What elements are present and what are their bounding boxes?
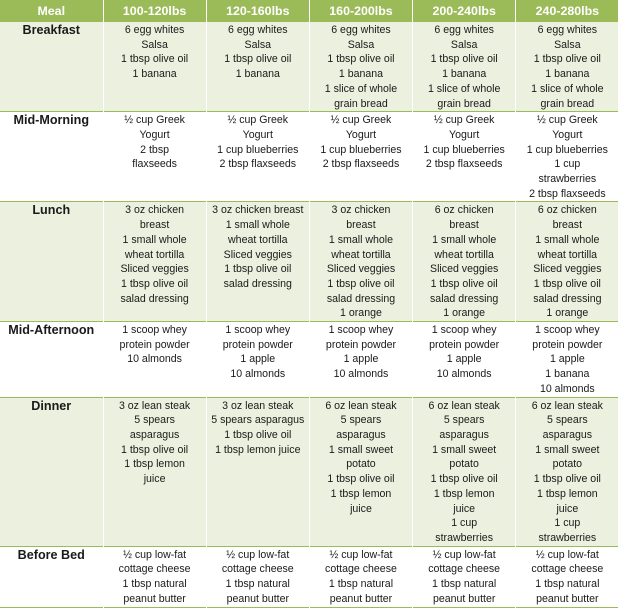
food-item-line: Salsa	[450, 38, 478, 51]
food-item-line: 1 cup blueberries	[526, 143, 608, 156]
food-item-line: Yogurt	[552, 128, 583, 141]
food-item-line: cottage cheese	[531, 563, 604, 576]
meal-item-cell	[516, 112, 619, 202]
food-item-line: 10 almonds	[127, 353, 182, 366]
food-item-line: 3 oz chicken	[331, 204, 391, 217]
meal-item-cell	[309, 112, 412, 202]
food-item-line: breast	[552, 219, 583, 232]
food-item-line: Yogurt	[242, 128, 273, 141]
food-item-line: strawberries	[538, 173, 597, 186]
meal-item-cell	[103, 322, 206, 398]
food-item-line: 1 cup blueberries	[320, 143, 402, 156]
food-item-line: Salsa	[141, 38, 168, 51]
food-item-line: wheat tortilla	[331, 248, 391, 261]
food-item-line: peanut butter	[329, 592, 393, 605]
food-item-line: 1 cup blueberries	[423, 143, 505, 156]
meal-item-cell	[413, 397, 516, 546]
food-item-line: grain bread	[437, 97, 491, 110]
food-item-line: strawberries	[538, 531, 597, 544]
food-item-line: 5 spears	[340, 414, 382, 427]
food-item-line: 10 almonds	[230, 368, 286, 381]
meal-item-cell	[516, 322, 619, 398]
food-item-line: 1 scoop whey	[328, 324, 394, 337]
food-item-line: breast	[346, 219, 376, 232]
food-item-line: juice	[556, 502, 579, 515]
meal-item-cell	[206, 397, 309, 546]
food-item-line: 5 spears asparagus	[211, 414, 305, 427]
header-200-240lbs: 200-240lbs	[413, 0, 516, 22]
food-item-line: ½ cup low-fat	[535, 548, 599, 561]
food-item-line: 1 orange	[546, 307, 589, 320]
food-item-line: ½ cup low-fat	[329, 548, 393, 561]
meal-item-cell	[309, 397, 412, 546]
food-item-line: 1 tbsp olive oil	[533, 277, 601, 290]
meal-item-cell	[206, 546, 309, 607]
food-item-line: 1 tbsp natural	[225, 578, 290, 591]
food-item-line: 10 almonds	[333, 368, 389, 381]
food-item-line: 1 apple	[343, 353, 379, 366]
food-item-line: 1 tbsp olive oil	[121, 53, 189, 66]
food-item-line: protein powder	[532, 338, 603, 351]
table-body	[0, 22, 619, 607]
meal-item-cell	[516, 22, 619, 112]
food-item-line: 6 oz chicken	[537, 204, 597, 217]
meal-item-cell	[516, 202, 619, 322]
food-item-line: 1 cup blueberries	[217, 143, 299, 156]
food-item-line: salad dressing	[533, 292, 602, 305]
food-item-line: ½ cup low-fat	[432, 548, 496, 561]
food-item-line: 1 cup	[554, 517, 581, 530]
meal-item-cell	[516, 546, 619, 607]
food-item-line: 1 banana	[545, 368, 590, 381]
food-item-line: Sliced veggies	[326, 263, 396, 276]
food-item-line: 1 cup	[451, 517, 478, 530]
food-item-line: 3 oz lean steak	[118, 399, 191, 412]
food-item-line: breast	[449, 219, 479, 232]
food-item-line: 1 tbsp natural	[535, 578, 600, 591]
food-item-line: Salsa	[554, 38, 581, 51]
food-item-line: 5 spears	[134, 414, 175, 427]
food-item-line: protein powder	[222, 338, 293, 351]
food-item-line: peanut butter	[123, 592, 186, 605]
food-item-line: 1 tbsp olive oil	[430, 277, 498, 290]
food-item-line: 6 egg whites	[434, 24, 494, 36]
food-item-line: potato	[552, 458, 583, 471]
food-item-line: 1 small whole	[328, 233, 394, 246]
food-item-line: wheat tortilla	[228, 233, 288, 246]
table-row	[0, 397, 619, 546]
food-item-line: 1 scoop whey	[122, 324, 187, 337]
food-item-line: salad dressing	[120, 292, 189, 305]
food-item-line: 6 egg whites	[228, 24, 288, 36]
food-item-line: juice	[453, 502, 476, 515]
food-item-line: Sliced veggies	[120, 263, 189, 276]
meal-item-cell	[309, 546, 412, 607]
food-item-line: grain bread	[540, 97, 595, 110]
food-item-line: juice	[350, 502, 372, 515]
food-item-line: 1 banana	[132, 68, 177, 81]
meal-item-cell	[206, 322, 309, 398]
meal-name-cell: Breakfast	[0, 22, 103, 112]
header-240-280lbs: 240-280lbs	[516, 0, 619, 22]
table-row	[0, 322, 619, 398]
food-item-line: ½ cup low-fat	[226, 548, 290, 561]
food-item-line: 1 small whole	[225, 219, 290, 232]
food-item-line: 1 tbsp natural	[122, 578, 187, 591]
food-item-line: ½ cup Greek	[124, 114, 185, 127]
table-row	[0, 22, 619, 112]
food-item-line: 2 tbsp flaxseeds	[425, 158, 503, 171]
food-item-line: 1 tbsp olive oil	[224, 428, 292, 441]
meal-name-cell: Mid-Morning	[0, 112, 103, 202]
food-item-line: cottage cheese	[428, 563, 501, 576]
meal-item-cell	[206, 112, 309, 202]
food-item-line: breast	[139, 219, 170, 232]
food-item-line: protein powder	[119, 338, 190, 351]
food-item-line: 1 tbsp lemon	[124, 458, 185, 471]
food-item-line: 1 tbsp olive oil	[224, 53, 292, 66]
food-item-line: ½ cup Greek	[433, 114, 495, 127]
food-item-line: 1 tbsp lemon	[433, 487, 495, 500]
food-item-line: cottage cheese	[118, 563, 191, 576]
food-item-line: 1 tbsp lemon	[537, 487, 598, 500]
food-item-line: Salsa	[244, 38, 272, 51]
food-item-line: 1 banana	[338, 68, 384, 81]
food-item-line: 6 egg whites	[331, 24, 391, 36]
header-160-200lbs: 160-200lbs	[309, 0, 412, 22]
food-item-line: 1 tbsp olive oil	[121, 443, 189, 456]
meal-item-cell	[309, 202, 412, 322]
food-item-line: cottage cheese	[221, 563, 294, 576]
food-item-line: peanut butter	[226, 592, 289, 605]
food-item-line: 2 tbsp	[140, 143, 170, 156]
food-item-line: 1 small whole	[535, 233, 600, 246]
meal-name-cell: Before Bed	[0, 546, 103, 607]
food-item-line: Yogurt	[345, 128, 377, 141]
food-item-line: cottage cheese	[325, 563, 397, 576]
food-item-line: 1 scoop whey	[225, 324, 291, 337]
food-item-line: ½ cup Greek	[227, 114, 289, 127]
food-item-line: asparagus	[336, 428, 386, 441]
food-item-line: 2 tbsp flaxseeds	[322, 158, 400, 171]
food-item-line: 1 tbsp olive oil	[121, 277, 189, 290]
meal-item-cell	[413, 202, 516, 322]
meal-item-cell	[516, 397, 619, 546]
food-item-line: 1 tbsp olive oil	[327, 53, 395, 66]
food-item-line: asparagus	[129, 428, 180, 441]
meal-item-cell	[103, 112, 206, 202]
meal-name-cell: Lunch	[0, 202, 103, 322]
meal-item-cell	[309, 22, 412, 112]
food-item-line: 1 tbsp lemon juice	[215, 443, 301, 456]
food-item-line: Yogurt	[449, 128, 480, 141]
food-item-line: protein powder	[429, 338, 500, 351]
food-item-line: ½ cup Greek	[330, 114, 392, 127]
food-item-line: 1 small sweet	[328, 443, 394, 456]
food-item-line: ½ cup low-fat	[123, 548, 187, 561]
header-100-120lbs: 100-120lbs	[103, 0, 206, 22]
food-item-line: 3 oz chicken breast	[212, 204, 304, 217]
food-item-line: 1 banana	[545, 68, 590, 81]
food-item-line: 1 scoop whey	[534, 324, 600, 337]
food-item-line: potato	[346, 458, 376, 471]
food-item-line: 1 banana	[235, 68, 280, 81]
food-item-line: 1 apple	[549, 353, 585, 366]
food-item-line: ½ cup Greek	[537, 114, 598, 127]
food-item-line: 2 tbsp flaxseeds	[529, 187, 606, 200]
food-item-line: Sliced veggies	[430, 263, 499, 276]
food-item-line: 5 spears	[443, 414, 485, 427]
food-item-line: 6 oz lean steak	[428, 399, 500, 412]
food-item-line: 1 tbsp olive oil	[224, 263, 292, 276]
food-item-line: potato	[449, 458, 479, 471]
meal-item-cell	[413, 22, 516, 112]
food-item-line: salad dressing	[326, 292, 396, 305]
food-item-line: 1 tbsp lemon	[330, 487, 392, 500]
food-item-line: 5 spears	[547, 414, 588, 427]
food-item-line: 1 tbsp olive oil	[430, 53, 498, 66]
food-item-line: 10 almonds	[539, 382, 595, 395]
header-meal: Meal	[0, 0, 103, 22]
food-item-line: 1 tbsp olive oil	[327, 277, 395, 290]
meal-item-cell	[413, 546, 516, 607]
food-item-line: 1 apple	[240, 353, 276, 366]
meal-name-cell: Dinner	[0, 397, 103, 546]
food-item-line: 1 slice of whole	[531, 82, 604, 95]
food-item-line: wheat tortilla	[537, 248, 598, 261]
food-item-line: 1 small whole	[122, 233, 187, 246]
meal-item-cell	[309, 322, 412, 398]
food-item-line: strawberries	[435, 531, 493, 544]
food-item-line: 1 slice of whole	[324, 82, 398, 95]
food-item-line: 10 almonds	[436, 368, 492, 381]
table-header	[0, 0, 619, 22]
meal-name-cell: Mid-Afternoon	[0, 322, 103, 398]
food-item-line: grain bread	[334, 97, 388, 110]
food-item-line: peanut butter	[536, 592, 599, 605]
food-item-line: 1 orange	[443, 307, 486, 320]
meal-item-cell	[103, 202, 206, 322]
food-item-line: 1 small sweet	[535, 443, 600, 456]
meal-item-cell	[206, 202, 309, 322]
food-item-line: 1 scoop whey	[431, 324, 497, 337]
food-item-line: 6 egg whites	[537, 24, 598, 36]
food-item-line: wheat tortilla	[124, 248, 185, 261]
food-item-line: Yogurt	[139, 128, 170, 141]
table-row	[0, 546, 619, 607]
header-row	[0, 0, 619, 22]
food-item-line: juice	[143, 473, 166, 486]
food-item-line: asparagus	[439, 428, 489, 441]
food-item-line: 1 slice of whole	[427, 82, 501, 95]
food-item-line: 1 tbsp olive oil	[533, 53, 601, 66]
food-item-line: 1 cup	[554, 158, 581, 171]
food-item-line: 1 tbsp olive oil	[430, 473, 498, 486]
food-item-line: asparagus	[542, 428, 593, 441]
food-item-line: flaxseeds	[132, 158, 177, 171]
table-row	[0, 202, 619, 322]
food-item-line: 3 oz chicken	[125, 204, 185, 217]
food-item-line: wheat tortilla	[434, 248, 494, 261]
meal-item-cell	[103, 22, 206, 112]
food-item-line: 6 oz chicken	[434, 204, 494, 217]
food-item-line: 6 oz lean steak	[325, 399, 397, 412]
food-item-line: salad dressing	[430, 292, 499, 305]
meal-item-cell	[103, 397, 206, 546]
food-item-line: 1 small whole	[432, 233, 497, 246]
meal-item-cell	[413, 112, 516, 202]
food-item-line: Salsa	[347, 38, 375, 51]
food-item-line: 6 oz lean steak	[531, 399, 603, 412]
food-item-line: 1 small sweet	[432, 443, 497, 456]
table-row	[0, 112, 619, 202]
food-item-line: 1 tbsp olive oil	[327, 473, 395, 486]
meal-item-cell	[413, 322, 516, 398]
meal-item-cell	[103, 546, 206, 607]
food-item-line: 1 tbsp natural	[328, 578, 394, 591]
food-item-line: 3 oz lean steak	[222, 399, 294, 412]
meal-item-cell	[206, 22, 309, 112]
food-item-line: peanut butter	[432, 592, 496, 605]
food-item-line: 1 tbsp olive oil	[533, 473, 601, 486]
food-item-line: 2 tbsp flaxseeds	[219, 158, 297, 171]
food-item-line: 1 banana	[442, 68, 487, 81]
food-item-line: 1 apple	[446, 353, 482, 366]
food-item-line: salad dressing	[223, 277, 292, 290]
food-item-line: protein powder	[325, 338, 397, 351]
food-item-line: 1 orange	[340, 307, 382, 320]
food-item-line: 1 tbsp natural	[432, 578, 497, 591]
food-item-line: Sliced veggies	[533, 263, 602, 276]
food-item-line: 6 egg whites	[124, 24, 185, 36]
header-120-160lbs: 120-160lbs	[206, 0, 309, 22]
food-item-line: Sliced veggies	[223, 248, 292, 261]
